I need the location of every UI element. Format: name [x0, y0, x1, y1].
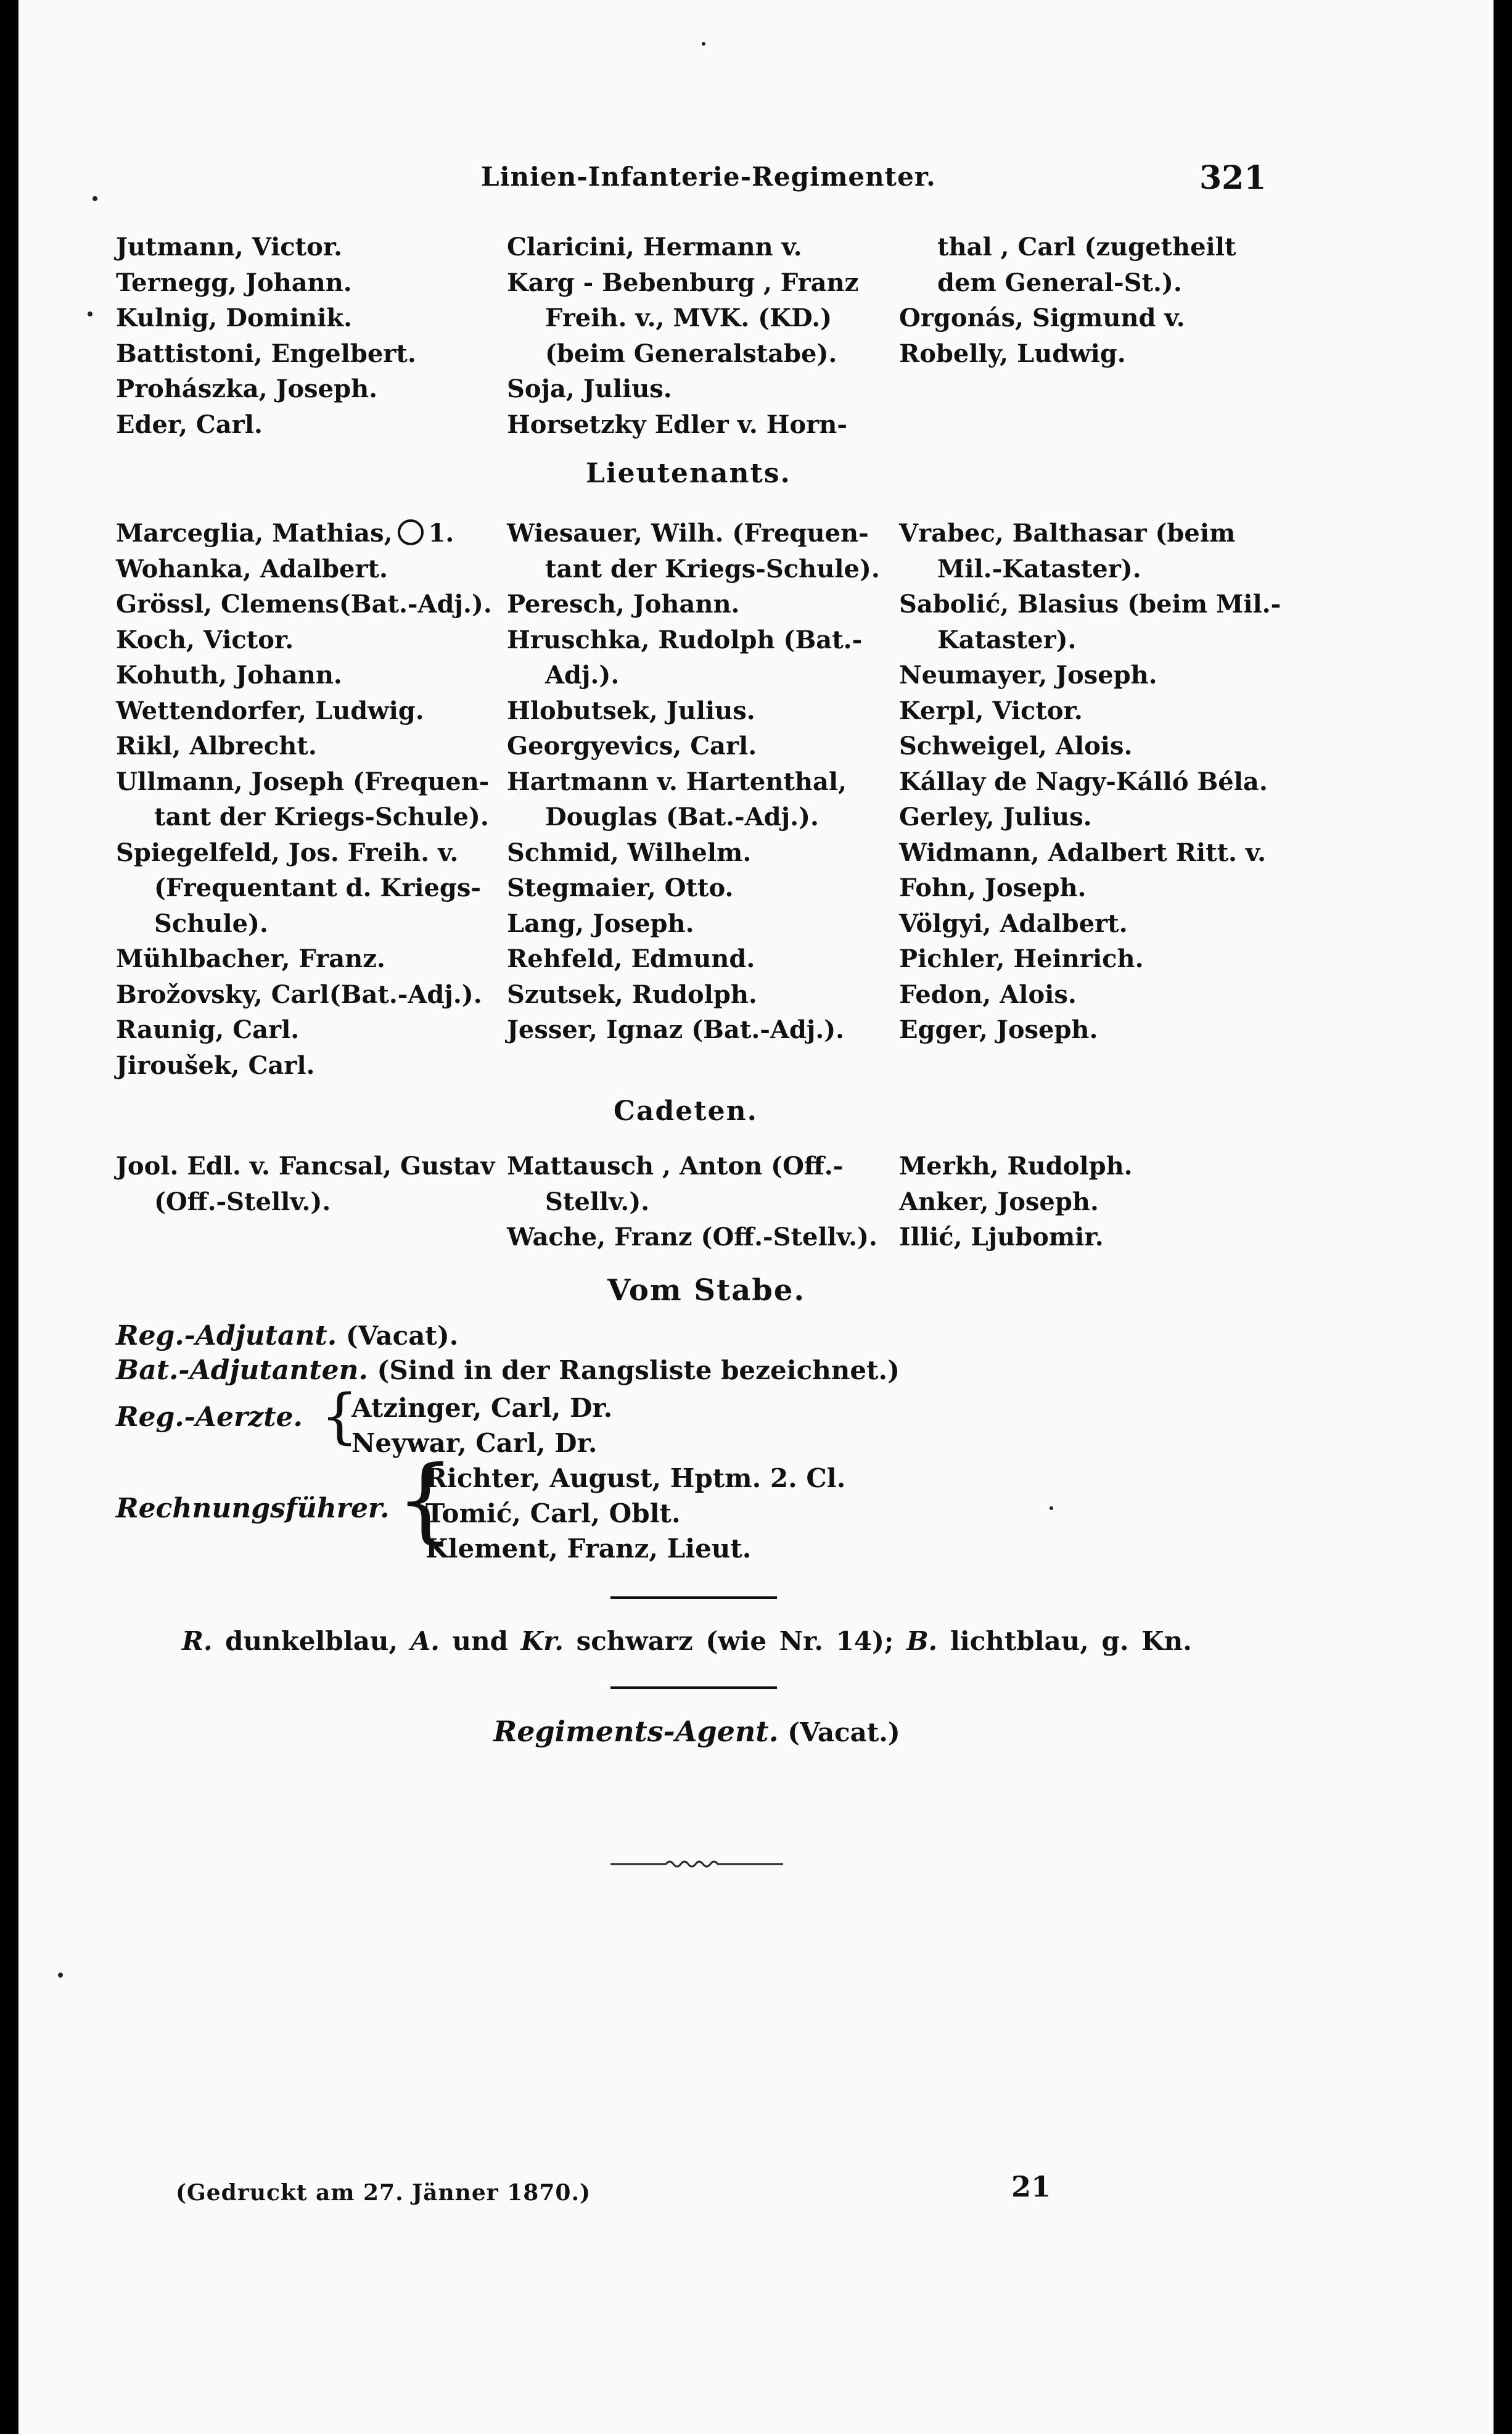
lieutenants-column-2 [507, 516, 880, 1048]
list-item: Ullmann, Joseph (Frequen- [116, 767, 490, 796]
reg-adjutant-label: Reg.-Adjutant. [116, 1320, 337, 1351]
list-item: Szutsek, Rudolph. [507, 980, 757, 1009]
brace-reg-aerzte: { [321, 1382, 359, 1451]
regiment-colors-line: R. dunkelblau, A. und Kr. schwarz (wie Nr. 14); B. lichtblau, g. Kn. [182, 1626, 1192, 1656]
list-item: Freih. v., MVK. (KD.) [545, 303, 832, 332]
list-item: Eder, Carl. [116, 410, 263, 439]
list-item: Koch, Victor. [116, 625, 294, 654]
list-item: Fohn, Joseph. [899, 873, 1087, 902]
rechnungsfuehrer-label: Rechnungsführer. [116, 1493, 390, 1524]
list-item: Anker, Joseph. [899, 1187, 1099, 1216]
list-item: Soja, Julius. [507, 374, 672, 403]
list-item: Rikl, Albrecht. [116, 732, 317, 761]
lieutenants-column-3 [899, 516, 1281, 1048]
section-heading-lieutenants: Lieutenants. [586, 458, 791, 489]
list-item: Fedon, Alois. [899, 980, 1077, 1009]
reg-aerzte-list [351, 1390, 612, 1461]
list-item: Wache, Franz (Off.-Stellv.). [507, 1223, 877, 1252]
scan-speck [1050, 1506, 1053, 1510]
rechnungsfuehrer-list [425, 1461, 845, 1566]
top-column-3 [899, 229, 1236, 371]
bat-adjutanten-value: (Sind in der Rangsliste bezeichnet.) [377, 1355, 900, 1385]
list-item: Neywar, Carl, Dr. [351, 1428, 598, 1458]
list-item: Neumayer, Joseph. [899, 661, 1157, 690]
list-item: (Off.-Stellv.). [154, 1187, 331, 1216]
list-item: Raunig, Carl. [116, 1015, 300, 1044]
list-item: Klement, Franz, Lieut. [425, 1533, 752, 1564]
list-item: thal , Carl (zugetheilt [937, 233, 1236, 262]
list-item: Richter, August, Hptm. 2. Cl. [425, 1463, 846, 1493]
list-item: Peresch, Johann. [507, 590, 740, 619]
list-item: Robelly, Ludwig. [899, 339, 1126, 368]
list-item: Tomić, Carl, Oblt. [425, 1498, 681, 1528]
list-item: Vrabec, Balthasar (beim [899, 519, 1236, 548]
list-item: Schmid, Wilhelm. [507, 838, 752, 867]
list-item: Sabolić, Blasius (beim Mil.- [899, 590, 1281, 619]
scan-speck [88, 311, 92, 316]
list-item: Gerley, Julius. [899, 802, 1092, 831]
regiments-agent-line [493, 1715, 900, 1748]
list-item: Pichler, Heinrich. [899, 944, 1144, 973]
flourish-ornament [610, 1857, 783, 1871]
scan-speck [702, 42, 705, 46]
list-item: Spiegelfeld, Jos. Freih. v. [116, 838, 459, 867]
list-item: Atzinger, Carl, Dr. [351, 1393, 613, 1423]
list-item: Stellv.). [545, 1187, 650, 1216]
list-item: Mühlbacher, Franz. [116, 944, 385, 973]
list-item: Jiroušek, Carl. [116, 1050, 315, 1080]
list-item: Marceglia, Mathias, 1. [116, 519, 454, 548]
list-item: tant der Kriegs-Schule). [545, 554, 880, 584]
regiments-agent-value: (Vacat.) [787, 1717, 900, 1747]
list-item: tant der Kriegs-Schule). [154, 802, 489, 831]
list-item: Kohuth, Johann. [116, 661, 342, 690]
list-item: Georgyevics, Carl. [507, 732, 757, 761]
cadets-column-1 [116, 1149, 495, 1219]
list-item: dem General-St.). [937, 268, 1182, 297]
brace-rechnungsfuehrer: { [396, 1446, 455, 1554]
list-item: Jutmann, Victor. [116, 233, 343, 262]
list-item: Adj.). [545, 661, 620, 690]
list-item: Stegmaier, Otto. [507, 873, 734, 902]
list-item: Hruschka, Rudolph (Bat.- [507, 625, 863, 654]
list-item: Battistoni, Engelbert. [116, 339, 416, 368]
staff-bat-adjutanten-row [116, 1355, 900, 1386]
bat-adjutanten-label: Bat.-Adjutanten. [116, 1355, 368, 1386]
list-item: Horsetzky Edler v. Horn- [507, 410, 847, 439]
list-item: Kataster). [937, 625, 1077, 654]
sheet-signature-number: 21 [1011, 2170, 1051, 2203]
list-item: Rehfeld, Edmund. [507, 944, 755, 973]
lieutenants-column-1 [116, 516, 492, 1083]
circle-symbol-icon [398, 519, 424, 545]
list-item: Merkh, Rudolph. [899, 1152, 1133, 1181]
regiments-agent-label: Regiments-Agent. [493, 1715, 779, 1748]
list-item: Prohászka, Joseph. [116, 374, 378, 403]
list-item: Völgyi, Adalbert. [899, 909, 1128, 938]
cadets-column-2 [507, 1149, 877, 1255]
printed-date-note: (Gedruckt am 27. Jänner 1870.) [176, 2180, 591, 2206]
list-item: Widmann, Adalbert Ritt. v. [899, 838, 1267, 867]
staff-reg-adjutant-row [116, 1320, 458, 1351]
list-item: Hartmann v. Hartenthal, [507, 767, 847, 796]
list-item: Kállay de Nagy-Kálló Béla. [899, 767, 1268, 796]
scan-speck [92, 196, 97, 201]
list-item: Ternegg, Johann. [116, 268, 352, 297]
top-column-1 [116, 229, 416, 442]
list-item: Lang, Joseph. [507, 909, 694, 938]
list-item: Claricini, Hermann v. [507, 233, 802, 262]
list-item: Brožovsky, Carl(Bat.-Adj.). [116, 980, 482, 1009]
scan-speck [58, 1973, 63, 1978]
document-page [18, 0, 1494, 2434]
list-item: Mil.-Kataster). [937, 554, 1141, 584]
list-item: Wohanka, Adalbert. [116, 554, 388, 584]
list-item: Schweigel, Alois. [899, 732, 1133, 761]
list-item: Illić, Ljubomir. [899, 1223, 1104, 1252]
top-column-2 [507, 229, 858, 442]
divider-rule [610, 1596, 777, 1599]
list-item: Wiesauer, Wilh. (Frequen- [507, 519, 869, 548]
list-item: Egger, Joseph. [899, 1015, 1098, 1044]
section-heading-staff: Vom Stabe. [607, 1273, 806, 1308]
list-item: (beim Generalstabe). [545, 339, 837, 368]
list-item: (Frequentant d. Kriegs- [154, 873, 481, 902]
list-item: Douglas (Bat.-Adj.). [545, 802, 819, 831]
list-item: Schule). [154, 909, 268, 938]
list-item: Karg - Bebenburg , Franz [507, 268, 859, 297]
list-item: Jesser, Ignaz (Bat.-Adj.). [507, 1015, 845, 1044]
list-item: Kerpl, Victor. [899, 696, 1083, 725]
list-item: Wettendorfer, Ludwig. [116, 696, 424, 725]
list-item: Mattausch , Anton (Off.- [507, 1152, 844, 1181]
section-heading-cadets: Cadeten. [614, 1095, 758, 1127]
cadets-column-3 [899, 1149, 1133, 1255]
list-item: Hlobutsek, Julius. [507, 696, 755, 725]
page-number: 321 [1199, 159, 1267, 197]
list-item: Orgonás, Sigmund v. [899, 303, 1185, 332]
running-header-title: Linien-Infanterie-Regimenter. [481, 162, 936, 192]
divider-rule [610, 1686, 777, 1689]
reg-aerzte-label: Reg.-Aerzte. [116, 1401, 303, 1433]
list-item: Kulnig, Dominik. [116, 303, 353, 332]
list-item: Grössl, Clemens(Bat.-Adj.). [116, 590, 492, 619]
list-item: Jool. Edl. v. Fancsal, Gustav [116, 1152, 495, 1181]
reg-adjutant-value: (Vacat). [345, 1321, 459, 1351]
